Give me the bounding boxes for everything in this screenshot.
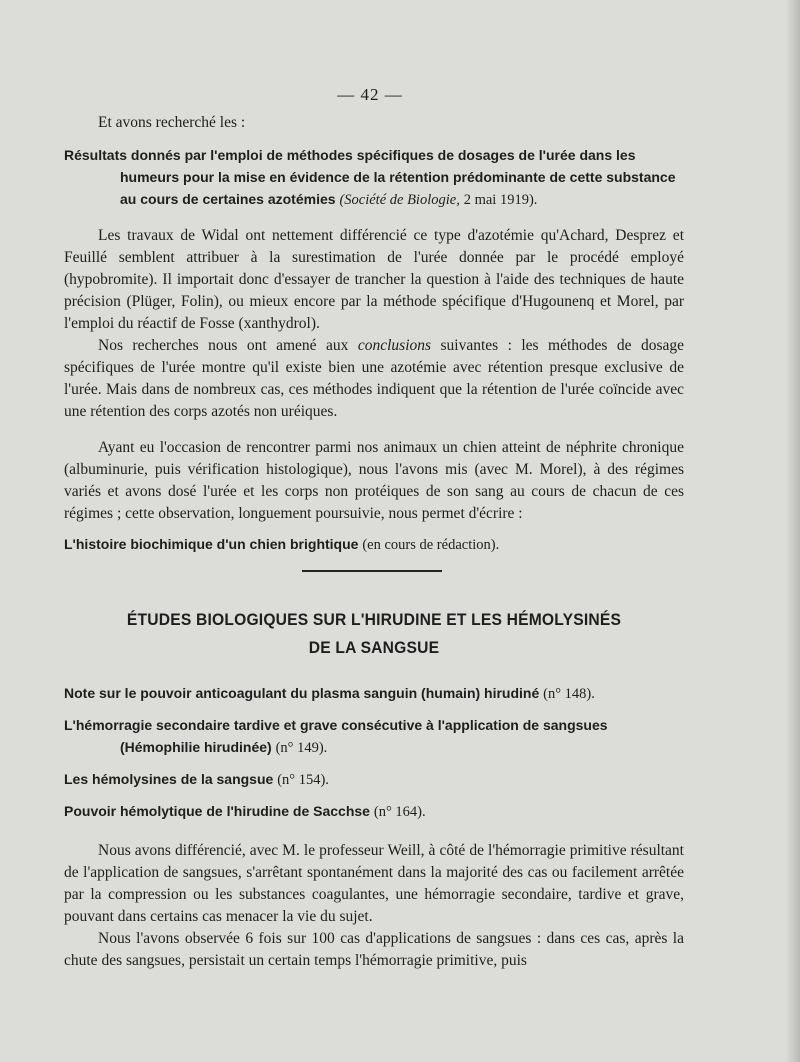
entry-source: (Société de Biologie, bbox=[339, 192, 460, 208]
paragraph-recherches bbox=[64, 335, 684, 423]
entry-ref: (n° 164). bbox=[373, 804, 426, 820]
entry-date: 2 mai 1919). bbox=[463, 192, 538, 208]
paragraph-weill: Nous avons différencié, avec M. le professeur Weill, à côté de l'hémorragie primitive résultant de l'application de sangsues, s'arrêtant spontanément dans la majorité des cas ou facilement arrêtée par la compression ou les substances coagulantes, une hémorragie secondaire, tardive et grave, pouvant dans certains cas menacer la vie du sujet. bbox=[64, 842, 684, 925]
publication-list bbox=[64, 682, 684, 823]
divider-rule bbox=[302, 570, 442, 572]
entry-ref: (n° 148). bbox=[543, 686, 595, 702]
publication-entry bbox=[64, 682, 684, 705]
paragraph-recherches-end: suivantes : les méthodes de dosage spécifiques de l'urée montre qu'il existe bien une azotémie avec rétention presque exclusive de l'urée. Mais dans de nombreux cas, ces méthodes indiquent que la rétention de l'urée coïncide avec une rétention des corps azotés non uréiques. bbox=[64, 337, 685, 420]
page-content bbox=[64, 112, 684, 972]
entry-title: Les hémolysines de la sangsue bbox=[64, 771, 274, 787]
entry-ref: (en cours de rédaction). bbox=[362, 537, 500, 553]
publication-entry bbox=[64, 714, 684, 759]
publication-entry bbox=[64, 768, 684, 791]
page-number: — 42 — bbox=[337, 85, 403, 104]
entry-title: L'hémorragie secondaire tardive et grave consécutive à l'application de sangsues (Hémophilie hirudinée) bbox=[64, 717, 608, 755]
paragraph-widal: Les travaux de Widal ont nettement différencié ce type d'azotémie qu'Achard, Desprez et Feuillé semblent attribuer à la surestimation de l'urée donnée par le procédé employé (hypobromite). Il importait donc d'essayer de trancher la question à l'aide des techniques de haute précision (Plüger, Folin), ou mieux encore par la méthode spécifique d'Hugounenq et Morel, par l'emploi du réactif de Fosse (xanthydrol). bbox=[64, 227, 684, 332]
paragraph-chien: Ayant eu l'occasion de rencontrer parmi nos animaux un chien atteint de néphrite chronique (albuminurie, puis vérification histologique), nous l'avons mis (avec M. Morel), à des régimes variés et avons dosé l'urée et les corps non protéiques de son sang au cours de chacun de ces régimes ; cette observation, longuement poursuivie, nous permet d'écrire : bbox=[64, 439, 684, 522]
entry-title: L'histoire biochimique d'un chien brightique bbox=[64, 536, 359, 552]
entry-title: Résultats donnés par l'emploi de méthodes spécifiques de dosages de l'urée dans les humeurs pour la mise en évidence de la rétention prédominante de cette substance au cours de certaines azotémies bbox=[64, 147, 676, 207]
page-edge-shadow bbox=[786, 0, 800, 1062]
publication-entry bbox=[64, 800, 684, 823]
publication-entry-chien-brightique bbox=[64, 533, 684, 556]
entry-ref: (n° 149). bbox=[275, 740, 328, 756]
section-divider bbox=[64, 556, 684, 586]
section-title-line-1: ÉTUDES BIOLOGIQUES SUR L'HIRUDINE ET LES HÉMOLYSINÉS bbox=[126, 610, 622, 629]
entry-ref: (n° 154). bbox=[277, 772, 329, 788]
paragraph-recherches-start: Nos recherches nous ont amené aux bbox=[98, 337, 349, 354]
paragraph-recherches-italic: conclusions bbox=[357, 337, 432, 354]
publication-entry-resultats bbox=[64, 144, 684, 211]
intro-line: Et avons recherché les : bbox=[98, 114, 246, 131]
paragraph-observee: Nous l'avons observée 6 fois sur 100 cas d'applications de sangsues : dans ces cas, après la chute des sangsues, persistait un certain temps l'hémorragie primitive, puis bbox=[64, 930, 684, 969]
entry-title: Note sur le pouvoir anticoagulant du plasma sanguin (humain) hirudiné bbox=[64, 685, 540, 701]
section-title-line-2: DE LA SANGSUE bbox=[308, 638, 440, 657]
entry-title: Pouvoir hémolytique de l'hirudine de Sacchse bbox=[64, 803, 370, 819]
